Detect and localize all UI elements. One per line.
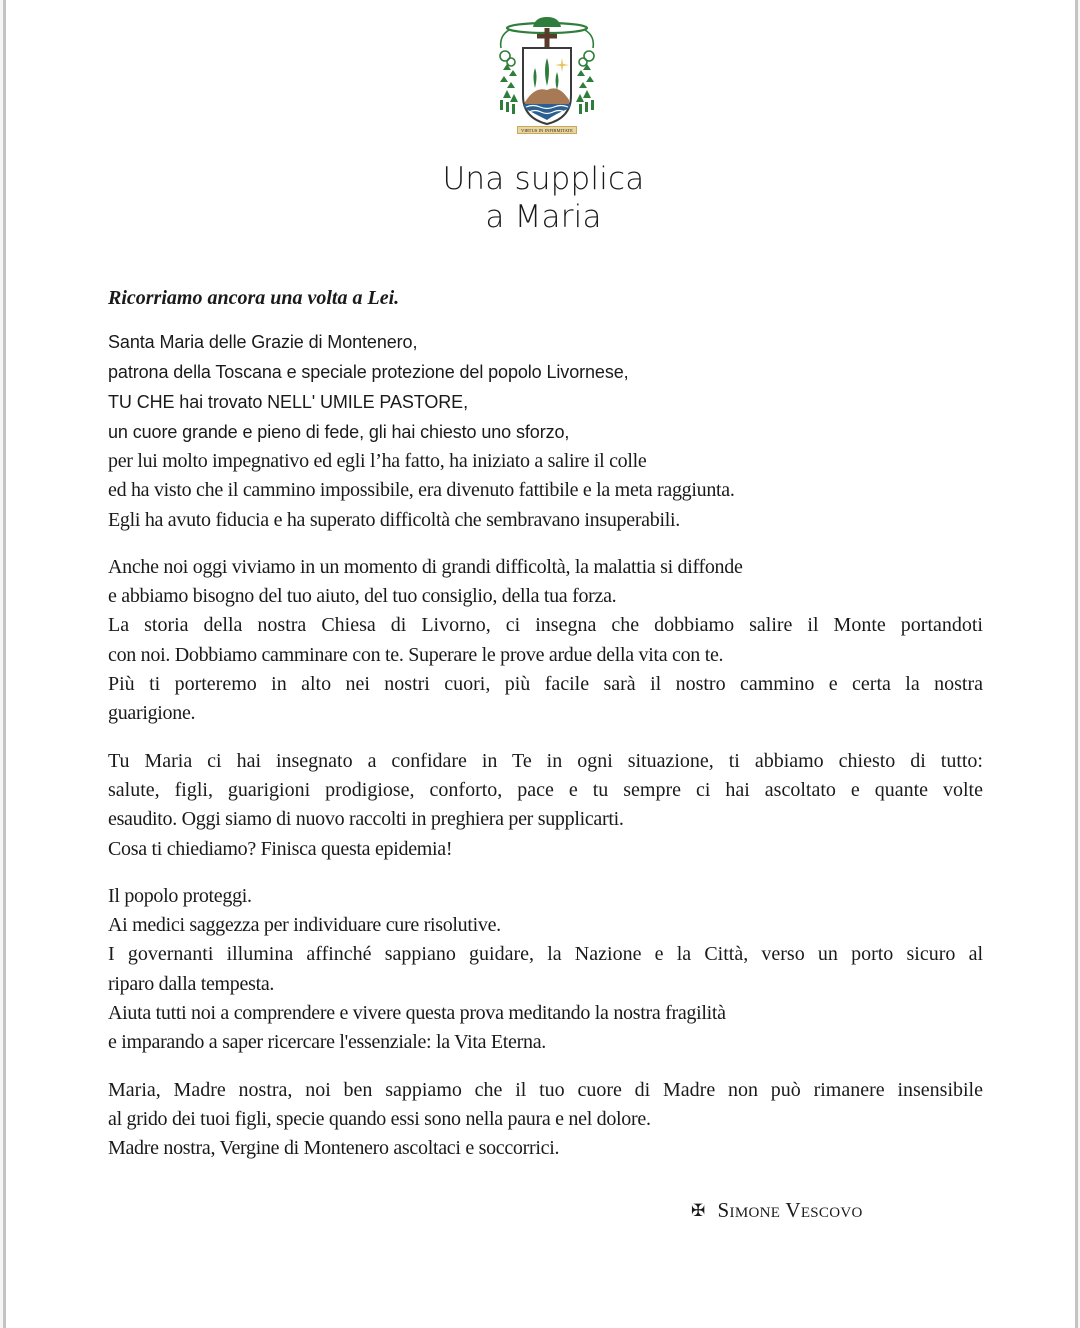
prayer-body bbox=[108, 283, 983, 1182]
document-title bbox=[6, 160, 1080, 236]
title-line-2: a Maria bbox=[485, 199, 602, 235]
signature bbox=[691, 1198, 863, 1223]
text-line: Egli ha avuto fiducia e ha superato difficoltà che sembravano insuperabili. bbox=[108, 508, 680, 531]
text-line: Più ti porteremo in alto nei nostri cuori, più facile sarà il nostro cammino e certa la nostra bbox=[108, 673, 983, 696]
stanza-1 bbox=[108, 327, 983, 535]
text-line: Maria, Madre nostra, noi ben sappiamo che il tuo cuore di Madre non può rimanere insensibile bbox=[108, 1078, 983, 1101]
text-line: La storia della nostra Chiesa di Livorno, ci insegna che dobbiamo salire il Monte portandoti bbox=[108, 614, 983, 637]
text-line: Santa Maria delle Grazie di Montenero, bbox=[108, 332, 418, 352]
text-line: al grido dei tuoi figli, specie quando essi sono nella paura e nel dolore. bbox=[108, 1107, 651, 1130]
text-line: un cuore grande e pieno di fede, gli hai chiesto uno sforzo, bbox=[108, 422, 570, 442]
paragraph-2 bbox=[108, 553, 983, 729]
text-line: Tu Maria ci hai insegnato a confidare in Te in ogni situazione, ti abbiamo chiesto di tutto: bbox=[108, 749, 983, 772]
shield-icon bbox=[523, 48, 571, 124]
episcopal-coat-of-arms bbox=[495, 14, 599, 138]
paragraph-3 bbox=[108, 747, 983, 864]
text-line: per lui molto impegnativo ed egli l’ha fatto, ha iniziato a salire il colle bbox=[108, 450, 647, 472]
text-line: I governanti illumina affinché sappiano guidare, la Nazione e la Città, verso un porto sicuro al bbox=[108, 943, 983, 966]
title-line-1: Una supplica bbox=[442, 161, 645, 197]
text-line: patrona della Toscana e speciale protezione del popolo Livornese, bbox=[108, 362, 629, 382]
motto-text: VIRTUS IN INFIRMITATE bbox=[521, 128, 573, 133]
text-line: Ai medici saggezza per individuare cure risolutive. bbox=[108, 914, 501, 937]
text-line: Anche noi oggi viviamo in un momento di grandi difficoltà, la malattia si diffonde bbox=[108, 555, 743, 578]
text-line: esaudito. Oggi siamo di nuovo raccolti in preghiera per supplicarti. bbox=[108, 808, 624, 831]
lead-heading: Ricorriamo ancora una volta a Lei. bbox=[108, 287, 400, 309]
text-line: riparo dalla tempesta. bbox=[108, 972, 275, 995]
motto-ribbon bbox=[517, 126, 577, 134]
text-line: e abbiamo bisogno del tuo aiuto, del tuo consiglio, della tua forza. bbox=[108, 585, 617, 608]
signature-name: Simone Vescovo bbox=[717, 1198, 863, 1222]
text-line: salute, figli, guarigioni prodigiose, conforto, pace e tu sempre ci hai ascoltato e quante volte bbox=[108, 778, 983, 801]
text-line: TU CHE hai trovato NELL' UMILE PASTORE, bbox=[108, 392, 468, 412]
text-line: Madre nostra, Vergine di Montenero ascoltaci e soccorrici. bbox=[108, 1137, 560, 1160]
text-line: ed ha visto che il cammino impossibile, era divenuto fattibile e la meta raggiunta. bbox=[108, 479, 735, 502]
paragraph-4 bbox=[108, 882, 983, 1058]
text-line: con noi. Dobbiamo camminare con te. Superare le prove ardue della vita con te. bbox=[108, 643, 724, 666]
document-page bbox=[3, 0, 1078, 1328]
text-line: Cosa ti chiediamo? Finisca questa epidemia! bbox=[108, 837, 453, 860]
text-line: e imparando a saper ricercare l'essenziale: la Vita Eterna. bbox=[108, 1031, 546, 1054]
text-line: guarigione. bbox=[108, 702, 196, 725]
text-line: Il popolo proteggi. bbox=[108, 884, 252, 907]
left-tassels-icon bbox=[500, 51, 518, 114]
text-line: Aiuta tutti noi a comprendere e vivere questa prova meditando la nostra fragilità bbox=[108, 1002, 726, 1025]
maltese-cross-icon: ✠ bbox=[691, 1201, 706, 1220]
right-tassels-icon bbox=[576, 51, 594, 114]
paragraph-5 bbox=[108, 1076, 983, 1164]
